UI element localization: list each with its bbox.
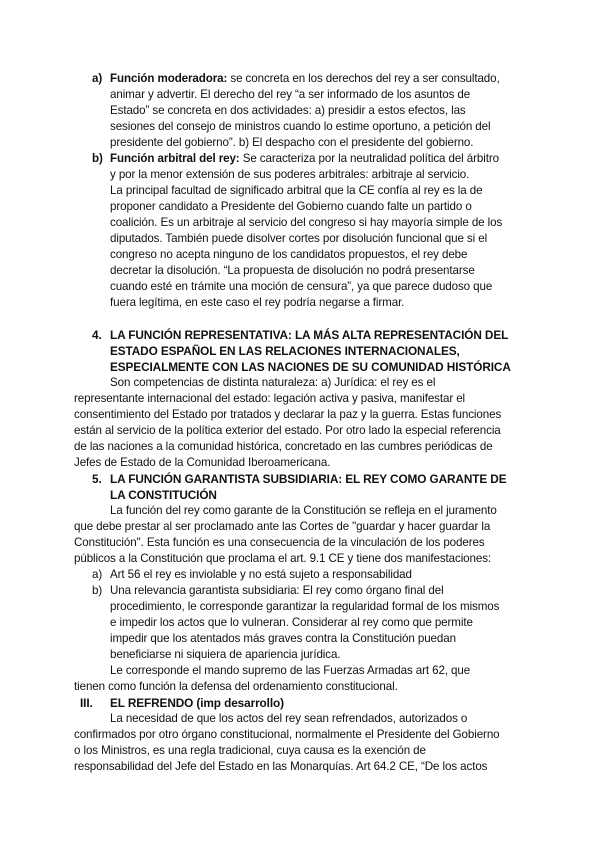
- paragraph-line: Estado” se concreta en dos actividades: a) presidir a estos efectos, las: [110, 104, 466, 117]
- section-number: 4.: [92, 328, 102, 342]
- paragraph-line: sesiones del consejo de ministros cuando lo estime oportuno, a petición del: [110, 120, 491, 133]
- list-item: Art 56 el rey es inviolable y no está sujeto a responsabilidad: [110, 568, 412, 581]
- list-item: impedir que los atentados más graves contra la Constitución puedan: [110, 632, 456, 645]
- paragraph-line: y por la menor extensión de sus poderes arbitrales: arbitraje al servicio.: [110, 168, 470, 181]
- paragraph-line: cuando esté en trámite una moción de censura”, ya que parece dudoso que: [110, 280, 493, 293]
- paragraph-line: La principal facultad de significado arbitral que la CE confía al rey es la de: [110, 184, 483, 197]
- list-marker: a): [92, 568, 103, 581]
- section-title: Función moderadora:: [110, 72, 228, 85]
- list-item: beneficiarse ni siquiera de apariencia jurídica.: [110, 648, 341, 661]
- list-item: Una relevancia garantista subsidiaria: El rey como órgano final del: [110, 584, 444, 597]
- list-item: e impedir los actos que lo vulneran. Considerar al rey como que permite: [110, 616, 473, 629]
- section-heading: LA FUNCIÓN GARANTISTA SUBSIDIARIA: EL REY COMO GARANTE DE: [110, 472, 507, 486]
- paragraph-line: están al servicio de la política exterior del estado. Por otro lado la especial referencia: [74, 424, 501, 437]
- paragraph-line: Función arbitral del rey: Se caracteriza por la neutralidad política del árbitro: [110, 152, 499, 165]
- paragraph-line: decretar la disolución. “La propuesta de disolución no podrá presentarse: [110, 264, 475, 277]
- list-item: procedimiento, le corresponde garantizar la regularidad formal de los mismos: [110, 600, 500, 613]
- paragraph-line: animar y advertir. El derecho del rey “a ser informado de los asuntos de: [110, 88, 471, 101]
- paragraph-line: La función del rey como garante de la Constitución se refleja en el juramento: [110, 504, 497, 517]
- paragraph-line: o los Ministros, es una regla tradicional, cuya causa es la exención de: [74, 744, 426, 757]
- paragraph-line: representante internacional del estado: legación activa y pasiva, manifestar el: [74, 392, 466, 405]
- paragraph-line: diputados. También puede disolver cortes por disolución funcional que si el: [110, 232, 488, 245]
- section-heading: ESPECIALMENTE CON LAS NACIONES DE SU COMUNIDAD HISTÓRICA: [110, 360, 511, 374]
- paragraph-line: presidente del gobierno”. b) El despacho con el presidente del gobierno.: [110, 136, 474, 149]
- list-marker: b): [92, 152, 103, 165]
- paragraph-line: La necesidad de que los actos del rey sean refrendados, autorizados o: [110, 712, 468, 725]
- section-heading: EL REFRENDO (imp desarrollo): [110, 696, 284, 710]
- section-heading: ESTADO ESPAÑOL EN LAS RELACIONES INTERNACIONALES,: [110, 344, 460, 358]
- paragraph-line: coalición. Es un arbitraje al servicio del congreso si hay mayoría simple de los: [110, 216, 503, 229]
- paragraph-line: tienen como función la defensa del ordenamiento constitucional.: [74, 680, 398, 693]
- section-title: Función arbitral del rey:: [110, 152, 240, 165]
- paragraph-line: Función moderadora: se concreta en los derechos del rey a ser consultado,: [110, 72, 500, 85]
- section-number: 5.: [92, 472, 102, 486]
- paragraph-line: Jefes de Estado de la Comunidad Iberoamericana.: [74, 456, 331, 469]
- paragraph-line: fuera legítima, en este caso el rey podría negarse a firmar.: [110, 296, 405, 309]
- section-heading: LA FUNCIÓN REPRESENTATIVA: LA MÁS ALTA REPRESENTACIÓN DEL: [110, 328, 509, 342]
- list-marker: b): [92, 584, 103, 597]
- paragraph-line: proponer candidato a Presidente del Gobierno cuando falte un partido o: [110, 200, 472, 213]
- paragraph-line: que debe prestar al ser proclamado ante las Cortes de "guardar y hacer guardar la: [74, 520, 491, 533]
- paragraph-line: responsabilidad del Jefe del Estado en las Monarquías. Art 64.2 CE, “De los actos: [74, 760, 488, 773]
- paragraph-line: Le corresponde el mando supremo de las Fuerzas Armadas art 62, que: [110, 664, 471, 677]
- paragraph-line: de las naciones a la comunidad histórica, concretado en las cumbres periódicas de: [74, 440, 493, 453]
- list-marker: a): [92, 72, 103, 85]
- section-heading: LA CONSTITUCIÓN: [110, 488, 217, 502]
- section-number: III.: [80, 696, 93, 710]
- paragraph-line: congreso no acepta ninguno de los candidatos propuestos, el rey debe: [110, 248, 468, 261]
- paragraph-line: consentimiento del Estado por tratados y declarar la paz y la guerra. Estas funciones: [74, 408, 502, 421]
- paragraph-line: Constitución". Esta función es una consecuencia de la vinculación de los poderes: [74, 536, 485, 549]
- paragraph-line: públicos a la Constitución que proclama el art. 9.1 CE y tiene dos manifestaciones:: [74, 552, 492, 565]
- paragraph-line: Son competencias de distinta naturaleza: a) Jurídica: el rey es el: [110, 376, 436, 389]
- paragraph-line: confirmados por otro órgano constitucional, normalmente el Presidente del Gobierno: [74, 728, 500, 741]
